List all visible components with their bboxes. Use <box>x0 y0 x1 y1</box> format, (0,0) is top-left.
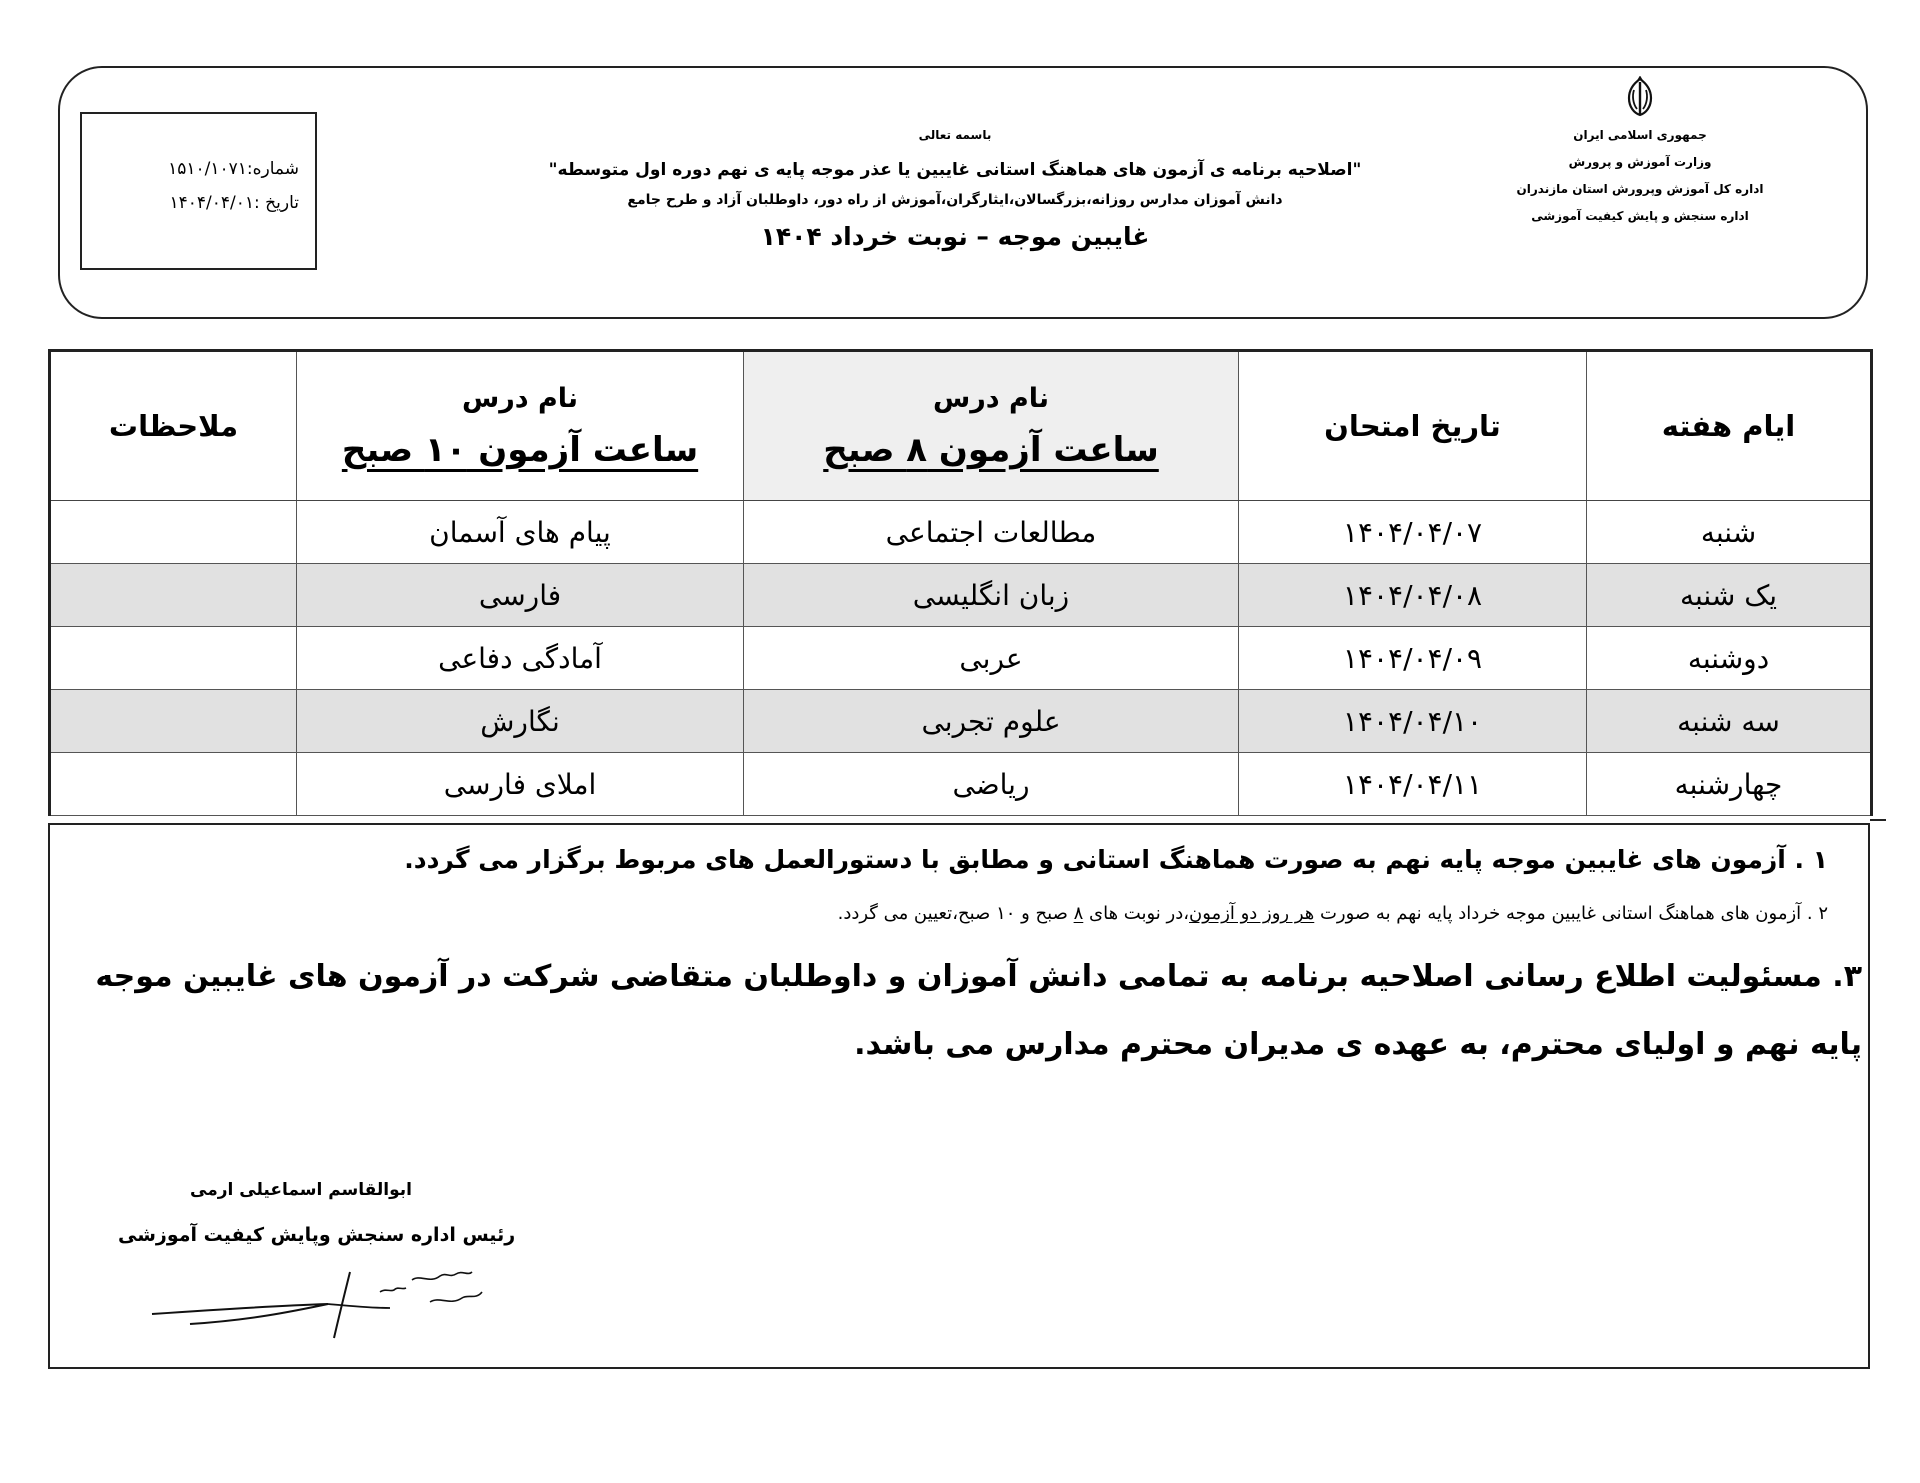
table-row <box>50 564 1872 627</box>
cell-course-8am: عربی <box>744 627 1239 690</box>
header-course-8am <box>744 351 1239 501</box>
table-row <box>50 753 1872 816</box>
header-day: ایام هفته <box>1587 351 1872 501</box>
header-notes: ملاحظات <box>50 351 297 501</box>
header-date: تاریخ امتحان <box>1239 351 1587 501</box>
header-course-10am <box>297 351 744 501</box>
cell-notes <box>50 627 297 690</box>
cell-course-10am: نگارش <box>297 690 744 753</box>
exam-session-title: غایبین موجه – نوبت خرداد ۱۴۰۴ <box>760 222 1150 251</box>
table-header-row <box>50 351 1872 501</box>
cell-course-8am: ریاضی <box>744 753 1239 816</box>
note-2-part-d: ۸ <box>1073 903 1084 924</box>
cell-date: ۱۴۰۴/۰۴/۰۹ <box>1239 627 1587 690</box>
ministry-line-2: وزارت آموزش و پرورش <box>1568 155 1712 169</box>
signatory-title: رئیس اداره سنجش وپایش کیفیت آموزشی <box>118 1224 516 1246</box>
iran-emblem-icon <box>1621 76 1659 118</box>
cell-course-10am: فارسی <box>297 564 744 627</box>
letter-date: تاریخ :۱۴۰۴/۰۴/۰۱ <box>169 193 299 213</box>
exam-schedule-table <box>48 349 1873 816</box>
cell-notes <box>50 501 297 564</box>
document-audience: دانش آموزان مدارس روزانه،بزرگسالان،ایثارگران،آموزش از راه دور، داوطلبان آزاد و طرح جامع <box>627 192 1283 208</box>
cell-notes <box>50 690 297 753</box>
header-course-8am-label: نام درس <box>932 382 1050 414</box>
note-2-part-e: صبح و ۱۰ صبح،تعیین می گردد. <box>837 903 1074 924</box>
bismillah: باسمه تعالی <box>918 128 992 142</box>
note-2 <box>838 903 1828 924</box>
signatory-name: ابوالقاسم اسماعیلی ارمی <box>190 1180 412 1200</box>
cell-date: ۱۴۰۴/۰۴/۰۷ <box>1239 501 1587 564</box>
header-course-10am-label: نام درس <box>461 382 579 414</box>
ministry-header <box>1455 76 1825 230</box>
cell-course-8am: علوم تجربی <box>744 690 1239 753</box>
header-course-8am-time: ساعت آزمون ۸ صبح <box>823 429 1159 470</box>
letter-number: شماره:۱۵۱۰/۱۰۷۱ <box>168 159 299 179</box>
cell-course-8am: مطالعات اجتماعی <box>744 501 1239 564</box>
cell-course-10am: آمادگی دفاعی <box>297 627 744 690</box>
handwritten-signature <box>150 1262 510 1346</box>
note-2-part-b: هر روز دو آزمون <box>1189 903 1315 924</box>
table-row <box>50 501 1872 564</box>
cell-course-8am: زبان انگلیسی <box>744 564 1239 627</box>
note-2-part-c: ،در نوبت های <box>1083 903 1190 924</box>
cell-date: ۱۴۰۴/۰۴/۱۱ <box>1239 753 1587 816</box>
cell-course-10am: املای فارسی <box>297 753 744 816</box>
cell-day: سه شنبه <box>1587 690 1872 753</box>
ministry-line-3: اداره کل آموزش وپرورش استان مازندران <box>1516 182 1764 196</box>
cell-day: شنبه <box>1587 501 1872 564</box>
header-course-10am-time: ساعت آزمون ۱۰ صبح <box>341 429 699 470</box>
cell-notes <box>50 564 297 627</box>
document-heading <box>470 128 1440 251</box>
note-2-part-a: ۲ . آزمون های هماهنگ استانی غایبین موجه خرداد پایه نهم به صورت <box>1314 903 1828 924</box>
table-row <box>50 627 1872 690</box>
reference-box <box>80 112 317 270</box>
cell-date: ۱۴۰۴/۰۴/۰۸ <box>1239 564 1587 627</box>
cell-day: یک شنبه <box>1587 564 1872 627</box>
edge-mark <box>1870 819 1886 821</box>
document-subject: "اصلاحیه برنامه ی آزمون های هماهنگ استانی غایبین یا عذر موجه پایه ی نهم دوره اول متوسطه" <box>548 160 1362 180</box>
note-3: ۳. مسئولیت اطلاع رسانی اصلاحیه برنامه به تمامی دانش آموزان و داوطلبان متقاضی شرکت در آزمون های غایبین موجه پایه نهم و اولیای محترم، به عهده ی مدیران محترم مدارس می باشد. <box>95 959 1862 1062</box>
cell-date: ۱۴۰۴/۰۴/۱۰ <box>1239 690 1587 753</box>
cell-day: چهارشنبه <box>1587 753 1872 816</box>
note-1: ۱ . آزمون های غایبین موجه پایه نهم به صورت هماهنگ استانی و مطابق با دستورالعمل های مربوط برگزار می گردد. <box>404 845 1828 874</box>
cell-course-10am: پیام های آسمان <box>297 501 744 564</box>
cell-day: دوشنبه <box>1587 627 1872 690</box>
ministry-line-4: اداره سنجش و پایش کیفیت آموزشی <box>1531 209 1749 223</box>
table-row <box>50 690 1872 753</box>
cell-notes <box>50 753 297 816</box>
ministry-line-1: جمهوری اسلامی ایران <box>1573 128 1707 142</box>
